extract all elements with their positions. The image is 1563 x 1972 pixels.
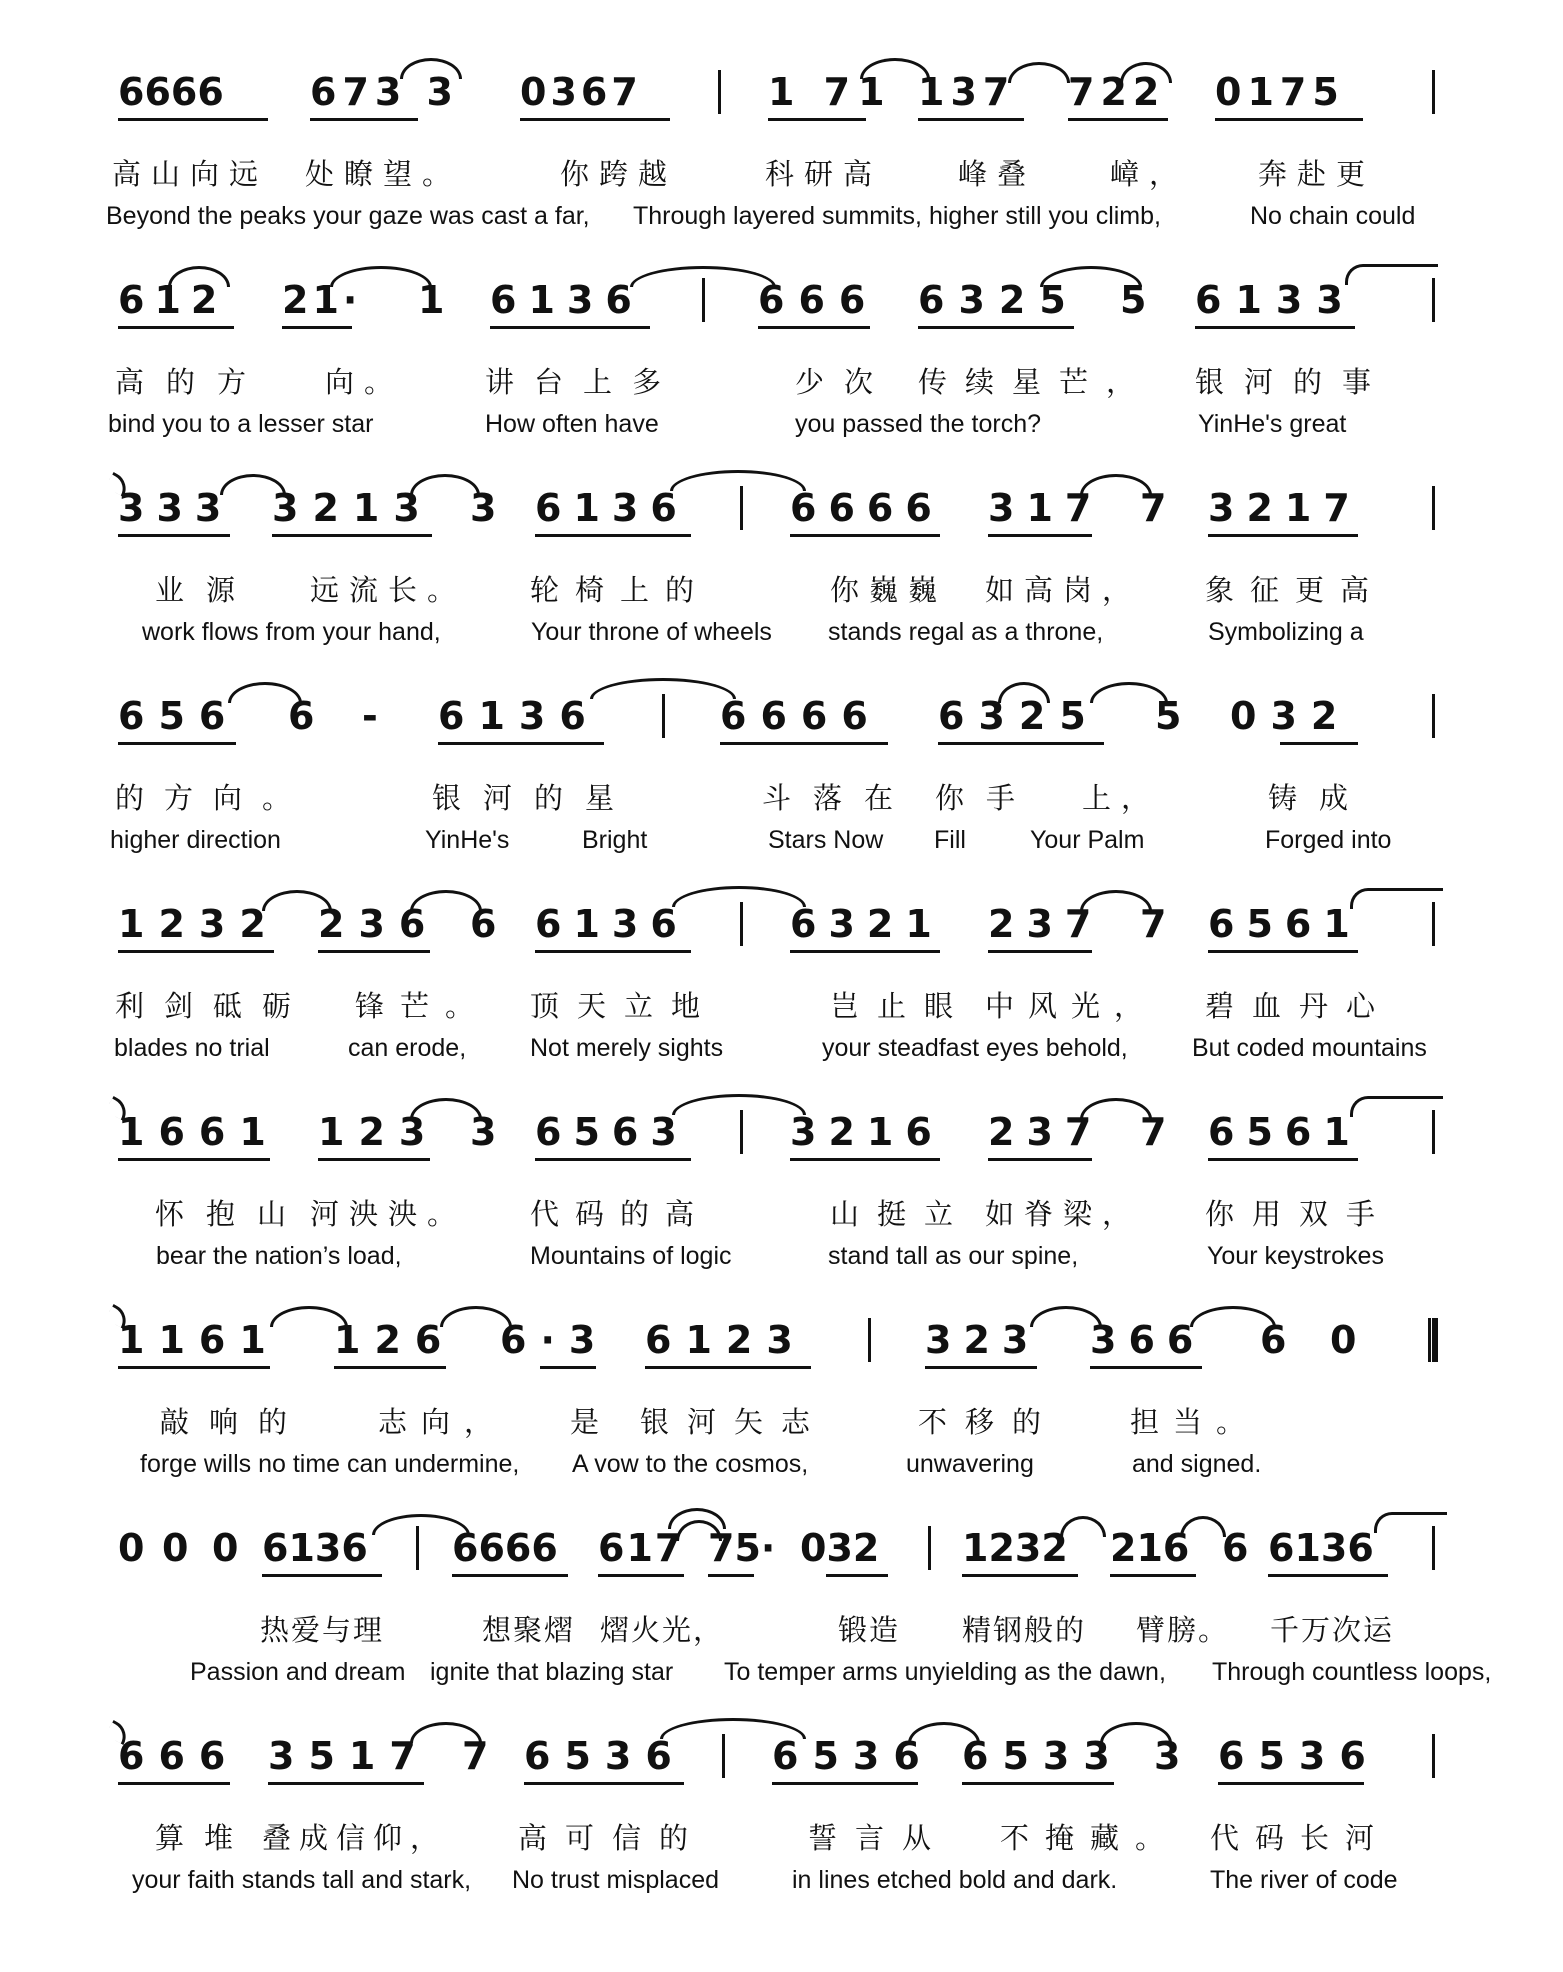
note-group: 3213: [272, 486, 434, 530]
bar-line: [928, 1526, 931, 1570]
english-lyric: Forged into: [1265, 826, 1392, 854]
english-lyric: Mountains of logic: [530, 1242, 732, 1270]
english-lyric: Beyond the peaks your gaze was cast a far,: [106, 202, 590, 230]
chinese-lyric: 嶂，: [1110, 157, 1189, 191]
english-lyric: ignite that blazing star: [430, 1658, 674, 1686]
beam: [645, 1366, 811, 1369]
note-group: 617: [598, 1526, 684, 1570]
bar-line: [1432, 278, 1435, 322]
score-system-3: [0, 466, 1563, 676]
beam: [262, 1574, 382, 1577]
english-lyric: No chain could: [1250, 202, 1416, 230]
note-group: 612: [118, 278, 228, 322]
note-group: 237: [988, 902, 1104, 946]
english-lyric: Through layered summits, higher still you climb,: [633, 202, 1161, 230]
note-group: 6136: [438, 694, 600, 738]
bar-line: [868, 1318, 871, 1362]
english-lyric: stand tall as our spine,: [828, 1242, 1079, 1270]
beam: [988, 1158, 1092, 1161]
note-group: 0: [212, 1526, 239, 1570]
chinese-lyric: 千万次运: [1270, 1613, 1395, 1647]
score-system-5: [0, 882, 1563, 1092]
beam: [790, 534, 940, 537]
slur: [330, 266, 432, 287]
note-group: 3: [470, 1110, 497, 1154]
english-lyric: Your throne of wheels: [531, 618, 772, 646]
chinese-lyric: 你用双手: [1205, 1197, 1394, 1231]
note-group: 123: [318, 1110, 440, 1154]
note-group: 3217: [1208, 486, 1362, 530]
beam: [1195, 326, 1355, 329]
slur: [672, 1094, 806, 1115]
final-bar-line: [1428, 1318, 1438, 1362]
note-group: 6136: [535, 486, 689, 530]
slur: [1060, 1516, 1106, 1537]
beam: [268, 1782, 424, 1785]
slur: [672, 886, 806, 907]
slur: [998, 682, 1050, 703]
beam: [790, 950, 940, 953]
english-lyric: your faith stands tall and stark,: [132, 1866, 472, 1894]
beam: [598, 1574, 684, 1577]
chinese-lyric: 上，: [1082, 781, 1161, 815]
beam: [118, 118, 268, 121]
english-lyric: unwavering: [906, 1450, 1034, 1478]
chinese-lyric: 银河的事: [1195, 365, 1392, 399]
chinese-lyric: 斗落在: [762, 781, 916, 815]
english-lyric: in lines etched bold and dark.: [792, 1866, 1118, 1894]
note-group: 7: [1140, 1110, 1167, 1154]
chinese-lyric: 誓言从: [808, 1821, 950, 1855]
note-group: 656: [118, 694, 240, 738]
note-group: 7: [462, 1734, 489, 1778]
note-group: 032: [800, 1526, 880, 1570]
english-lyric: YinHe's: [425, 826, 510, 854]
note-group: 6666: [720, 694, 882, 738]
slur: [1180, 1516, 1226, 1537]
note-group: 1661: [118, 1110, 280, 1154]
note-group: 6536: [524, 1734, 686, 1778]
note-group: 6: [1260, 1318, 1287, 1362]
note-group: 6321: [790, 902, 944, 946]
beam: [118, 534, 230, 537]
beam: [826, 1574, 888, 1577]
chinese-lyric: 中风光，: [985, 989, 1158, 1023]
slur: [400, 58, 462, 79]
beam: [1280, 742, 1358, 745]
bar-line: [1432, 1110, 1435, 1154]
note-group: 7: [1140, 486, 1167, 530]
beam: [1208, 1158, 1358, 1161]
chinese-lyric: 叠成信仰，: [262, 1821, 448, 1855]
beam: [708, 1574, 754, 1577]
score-system-8: [0, 1506, 1563, 1716]
chinese-lyric: 如高岗，: [985, 573, 1142, 607]
chinese-lyric: 臂膀。: [1136, 1613, 1230, 1647]
note-group: 6: [1222, 1526, 1249, 1570]
beam: [118, 742, 236, 745]
chinese-lyric: 热爱与理: [260, 1613, 385, 1647]
note-group: 6136: [1268, 1526, 1374, 1570]
chinese-lyric: 山挺立: [830, 1197, 972, 1231]
chinese-lyric: 科研高: [765, 157, 883, 191]
beam: [1110, 1574, 1196, 1577]
tie: [1374, 1512, 1447, 1533]
chinese-lyric: 熠火光，: [600, 1613, 725, 1647]
beam: [1268, 1574, 1388, 1577]
beam: [535, 950, 691, 953]
note-group: 317: [988, 486, 1104, 530]
bar-line: [722, 1734, 725, 1778]
chinese-lyric: 讲台上多: [485, 365, 682, 399]
chinese-lyric: 利剑砥砺: [115, 989, 312, 1023]
bar-line: [1432, 1526, 1435, 1570]
note-group: 6666: [452, 1526, 558, 1570]
chinese-lyric: 你跨越: [560, 157, 678, 191]
beam: [318, 950, 430, 953]
english-lyric: Not merely sights: [530, 1034, 724, 1062]
chinese-lyric: 锻造: [838, 1613, 901, 1647]
note-group: 0175: [1215, 70, 1345, 114]
chinese-lyric: 碧血丹心: [1205, 989, 1394, 1023]
beam: [282, 326, 352, 329]
note-group: 0367: [520, 70, 642, 114]
beam: [535, 1158, 691, 1161]
slur: [670, 470, 806, 491]
chinese-lyric: 顶天立地: [530, 989, 719, 1023]
chinese-lyric: 算堆: [155, 1821, 254, 1855]
english-lyric: can erode,: [348, 1034, 467, 1062]
beam: [758, 326, 870, 329]
english-lyric: How often have: [485, 410, 659, 438]
chinese-lyric: 高可信的: [518, 1821, 707, 1855]
beam: [318, 1158, 430, 1161]
note-group: 6·3: [500, 1318, 610, 1362]
beam: [988, 534, 1092, 537]
beam: [720, 742, 888, 745]
note-group: 722: [1068, 70, 1166, 114]
beam: [118, 1158, 270, 1161]
chinese-lyric: 少次: [795, 365, 894, 399]
beam: [772, 1782, 918, 1785]
note-group: 1161: [118, 1318, 280, 1362]
beam: [925, 1366, 1037, 1369]
chinese-lyric: 高山向远: [112, 157, 269, 191]
note-group: 6536: [1218, 1734, 1380, 1778]
chinese-lyric: 敲响的: [160, 1405, 308, 1439]
english-lyric: blades no trial: [114, 1034, 270, 1062]
beam: [438, 742, 604, 745]
note-group: 236: [318, 902, 440, 946]
chinese-lyric: 精钢般的: [962, 1613, 1087, 1647]
note-group: 6563: [535, 1110, 689, 1154]
bar-line: [662, 694, 665, 738]
beam: [524, 1782, 684, 1785]
note-group: 126: [334, 1318, 456, 1362]
english-lyric: Your Palm: [1030, 826, 1145, 854]
english-lyric: Bright: [582, 826, 648, 854]
beam: [118, 950, 274, 953]
beam: [918, 326, 1074, 329]
chinese-lyric: 志向，: [378, 1405, 508, 1439]
slur: [1120, 62, 1172, 83]
note-group: 0: [118, 1526, 145, 1570]
chinese-lyric: 想聚熠: [482, 1613, 576, 1647]
english-lyric: stands regal as a throne,: [828, 618, 1104, 646]
chinese-lyric: 银河矢志: [640, 1405, 829, 1439]
chinese-lyric: 银河的星: [432, 781, 637, 815]
note-group: 6561: [1208, 902, 1362, 946]
chinese-lyric: 峰叠: [958, 157, 1037, 191]
beam: [1208, 534, 1358, 537]
note-group: 6666: [118, 70, 224, 114]
chinese-lyric: 代码的高: [530, 1197, 711, 1231]
beam: [1068, 118, 1168, 121]
chinese-lyric: 河泱泱。: [310, 1197, 467, 1231]
bar-line: [740, 486, 743, 530]
chinese-lyric: 怀抱山: [155, 1197, 309, 1231]
english-lyric: The river of code: [1210, 1866, 1398, 1894]
chinese-lyric: 不掩藏。: [1000, 1821, 1181, 1855]
bar-line: [416, 1526, 419, 1570]
chinese-lyric: 处瞭望。: [305, 157, 462, 191]
note-group: 6136: [262, 1526, 368, 1570]
bar-line: [718, 70, 721, 114]
note-group: 6133: [1195, 278, 1357, 322]
note-group: 6666: [790, 486, 944, 530]
score-system-6: [0, 1090, 1563, 1300]
beam: [334, 1366, 446, 1369]
note-group: 1232: [962, 1526, 1068, 1570]
beam: [540, 1366, 596, 1369]
beam: [1215, 118, 1363, 121]
english-lyric: bind you to a lesser star: [108, 410, 374, 438]
beam: [768, 118, 866, 121]
chinese-lyric: 象征更高: [1205, 573, 1386, 607]
tie: [1345, 264, 1438, 285]
note-group: 666: [758, 278, 880, 322]
chinese-lyric: 如脊梁，: [985, 1197, 1142, 1231]
note-group: 6561: [1208, 1110, 1362, 1154]
note-group: 366: [1090, 1318, 1206, 1362]
slur: [168, 266, 230, 287]
chinese-lyric: 轮椅上的: [530, 573, 711, 607]
note-group: 6123: [645, 1318, 807, 1362]
chinese-lyric: 担当。: [1130, 1405, 1260, 1439]
chinese-lyric: 是: [570, 1405, 610, 1439]
beam: [988, 950, 1092, 953]
note-group: 032: [1230, 694, 1352, 738]
note-group: 0: [1330, 1318, 1357, 1362]
score-system-4: [0, 674, 1563, 884]
note-group: 1232: [118, 902, 280, 946]
bar-line: [1432, 1734, 1435, 1778]
english-lyric: Stars Now: [768, 826, 884, 854]
note-group: 6: [288, 694, 315, 738]
beam: [918, 118, 1024, 121]
beam: [520, 118, 670, 121]
note-group: 6325: [918, 278, 1080, 322]
note-group: 323: [925, 1318, 1041, 1362]
note-group: 5: [1155, 694, 1182, 738]
note-group: 6136: [535, 902, 689, 946]
english-lyric: work flows from your hand,: [142, 618, 441, 646]
beam: [938, 742, 1104, 745]
chinese-lyric: 代码长河: [1210, 1821, 1391, 1855]
beam: [1208, 950, 1358, 953]
bar-line: [1432, 902, 1435, 946]
beam: [1090, 1366, 1202, 1369]
chinese-lyric: 不移的: [918, 1405, 1060, 1439]
note-group: 1 71: [768, 70, 893, 114]
tie: [1350, 1096, 1443, 1117]
bar-line: [740, 1110, 743, 1154]
note-group: 5: [1120, 278, 1147, 322]
beam: [490, 326, 650, 329]
beam: [118, 1366, 270, 1369]
english-lyric: To temper arms unyielding as the dawn,: [724, 1658, 1166, 1686]
note-group: 6536: [772, 1734, 934, 1778]
chinese-lyric: 高的方: [115, 365, 269, 399]
chinese-lyric: 的方向。: [115, 781, 312, 815]
english-lyric: Through countless loops,: [1212, 1658, 1492, 1686]
note-group: 7: [1140, 902, 1167, 946]
beam: [310, 118, 418, 121]
chinese-lyric: 业源: [155, 573, 258, 607]
note-group: 666: [118, 1734, 240, 1778]
beam: [272, 534, 432, 537]
note-group: 237: [988, 1110, 1104, 1154]
note-group: 6: [470, 902, 497, 946]
note-group: 3517: [268, 1734, 430, 1778]
bar-line: [740, 902, 743, 946]
note-group: 137: [918, 70, 1016, 114]
chinese-lyric: 传续星芒，: [918, 365, 1154, 399]
beam: [118, 1782, 230, 1785]
chinese-lyric: 奔赴更: [1258, 157, 1376, 191]
english-lyric: Fill: [934, 826, 966, 854]
score-system-1: [0, 50, 1563, 260]
note-group: 333: [118, 486, 234, 530]
score-system-9: [0, 1714, 1563, 1924]
beam: [1218, 1782, 1364, 1785]
chinese-lyric: 远流长。: [310, 573, 467, 607]
english-lyric: Passion and dream: [190, 1658, 406, 1686]
beam: [790, 1158, 940, 1161]
note-group: 0: [162, 1526, 189, 1570]
english-lyric: A vow to the cosmos,: [572, 1450, 809, 1478]
slur: [220, 474, 286, 495]
english-lyric: you passed the torch?: [795, 410, 1041, 438]
note-group: 3216: [790, 1110, 944, 1154]
english-lyric: your steadfast eyes behold,: [822, 1034, 1128, 1062]
note-group: 6533: [962, 1734, 1124, 1778]
beam: [118, 326, 234, 329]
note-group: 1: [418, 278, 445, 322]
bar-line: [1432, 486, 1435, 530]
english-lyric: bear the nation’s load,: [156, 1242, 402, 1270]
english-lyric: Your keystrokes: [1207, 1242, 1384, 1270]
beam: [962, 1782, 1114, 1785]
score-system-7: [0, 1298, 1563, 1508]
english-lyric: higher direction: [110, 826, 281, 854]
beam: [962, 1574, 1078, 1577]
note-group: 21·: [282, 278, 362, 322]
beam: [452, 1574, 568, 1577]
bar-line: [1432, 694, 1435, 738]
bar-line: [702, 278, 705, 322]
chinese-lyric: 铸成: [1268, 781, 1371, 815]
note-group: 216: [1110, 1526, 1190, 1570]
english-lyric: But coded mountains: [1192, 1034, 1427, 1062]
note-group: -: [362, 694, 378, 738]
english-lyric: No trust misplaced: [512, 1866, 720, 1894]
note-group: 75·: [708, 1526, 776, 1570]
note-group: 6325: [938, 694, 1100, 738]
note-group: 3: [470, 486, 497, 530]
chinese-lyric: 岂止眼: [830, 989, 972, 1023]
english-lyric: YinHe's great: [1198, 410, 1347, 438]
note-group: 6136: [490, 278, 644, 322]
chinese-lyric: 你巍巍: [830, 573, 948, 607]
note-group: 3: [1154, 1734, 1181, 1778]
note-group: 673 3: [310, 70, 459, 114]
beam: [535, 534, 691, 537]
chinese-lyric: 锋芒。: [355, 989, 491, 1023]
chinese-lyric: 你手: [935, 781, 1038, 815]
english-lyric: Symbolizing a: [1208, 618, 1364, 646]
english-lyric: and signed.: [1132, 1450, 1262, 1478]
slur: [1008, 62, 1070, 83]
score-system-2: [0, 258, 1563, 468]
bar-line: [1432, 70, 1435, 114]
chinese-lyric: 向。: [325, 365, 404, 399]
tie: [1350, 888, 1443, 909]
english-lyric: forge wills no time can undermine,: [140, 1450, 520, 1478]
